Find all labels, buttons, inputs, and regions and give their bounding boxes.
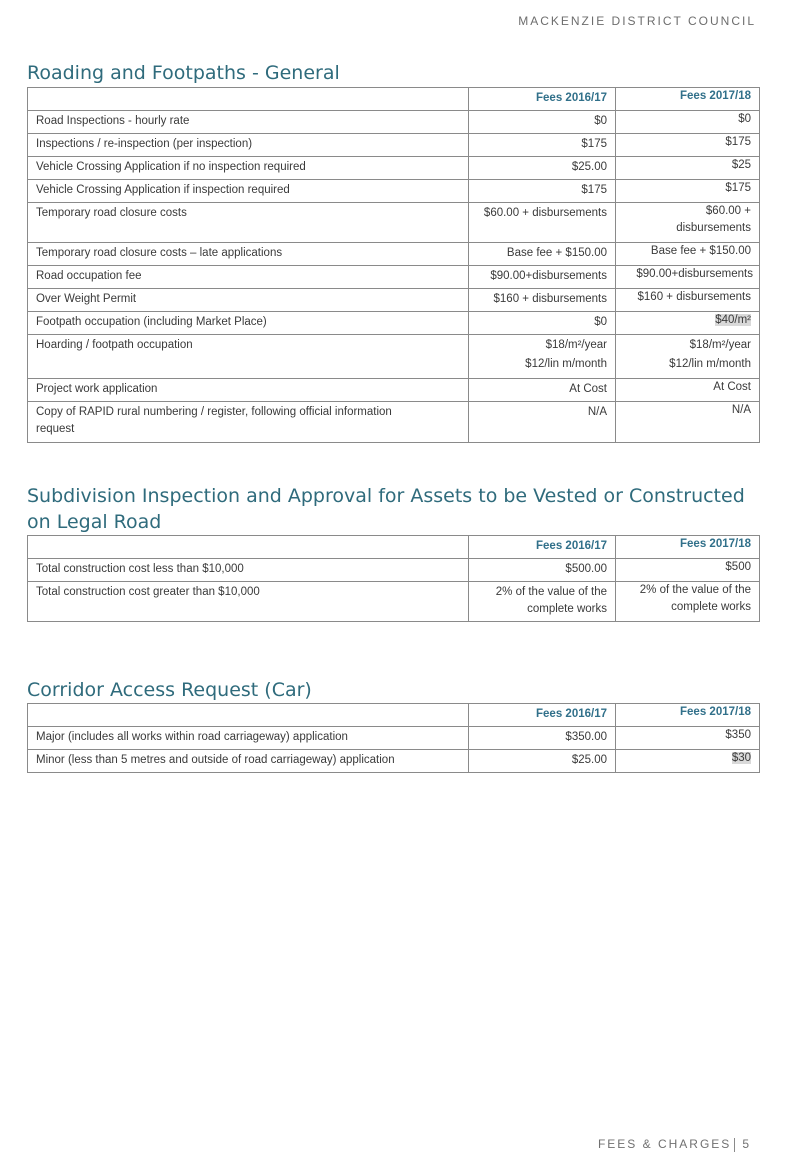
roading-fees-table [27, 87, 760, 443]
fee-line: $18/m²/year [545, 339, 607, 351]
fee-2016-17-cell: $25.00 [469, 157, 616, 180]
fee-2016-17-cell: $90.00+disbursements [469, 266, 616, 289]
column-header-2017-18: Fees 2017/18 [616, 536, 760, 559]
table-row [28, 289, 760, 312]
section-title-roading: Roading and Footpaths - General [27, 62, 340, 84]
fee-line: $12/lin m/month [669, 358, 751, 370]
item-cell: Total construction cost less than $10,000 [28, 559, 469, 582]
column-header-2016-17: Fees 2016/17 [469, 704, 616, 727]
fee-2016-17-cell: $160 + disbursements [469, 289, 616, 312]
table-row [28, 379, 760, 402]
highlighted-fee: $30 [731, 752, 751, 764]
fee-2017-18-cell [616, 312, 760, 335]
fee-2017-18-cell: $60.00 + disbursements [616, 203, 760, 243]
item-cell: Over Weight Permit [28, 289, 469, 312]
table-row [28, 727, 760, 750]
column-header-2017-18: Fees 2017/18 [616, 88, 760, 111]
table-row [28, 335, 760, 379]
item-cell: Temporary road closure costs – late applications [28, 243, 469, 266]
fee-2017-18-cell: $500 [616, 559, 760, 582]
subdivision-fees-table [27, 535, 760, 622]
page-footer [598, 1137, 751, 1152]
table-row [28, 312, 760, 335]
fee-line: $18/m²/year [689, 339, 751, 351]
fee-2016-17-cell: $175 [469, 134, 616, 157]
fee-2016-17-cell: Base fee + $150.00 [469, 243, 616, 266]
table-row [28, 750, 760, 773]
section-title-corridor: Corridor Access Request (Car) [27, 679, 312, 701]
item-cell: Major (includes all works within road carriageway) application [28, 727, 469, 750]
table-row [28, 402, 760, 443]
fee-2017-18-cell: 2% of the value of the complete works [616, 582, 760, 622]
column-header-item [28, 88, 469, 111]
fee-2016-17-cell: At Cost [469, 379, 616, 402]
column-header-2016-17: Fees 2016/17 [469, 536, 616, 559]
table-row [28, 582, 760, 622]
fee-2017-18-cell: $90.00+disbursements [616, 266, 760, 289]
fee-2017-18-cell: $350 [616, 727, 760, 750]
footer-section-label: FEES & CHARGES [597, 1137, 732, 1151]
table-row [28, 134, 760, 157]
fee-2017-18-cell [616, 750, 760, 773]
table-row [28, 157, 760, 180]
corridor-fees-table [27, 703, 760, 773]
table-header-row [28, 88, 760, 111]
fee-2016-17-cell: $60.00 + disbursements [469, 203, 616, 243]
table-row [28, 266, 760, 289]
column-header-item [28, 704, 469, 727]
fee-2017-18-cell: N/A [616, 402, 760, 443]
table-row [28, 111, 760, 134]
item-cell: Inspections / re-inspection (per inspection) [28, 134, 469, 157]
item-cell: Total construction cost greater than $10,000 [28, 582, 469, 622]
item-cell: Vehicle Crossing Application if inspection required [28, 180, 469, 203]
fee-2017-18-cell: $175 [616, 134, 760, 157]
fee-2017-18-cell: $175 [616, 180, 760, 203]
section-title-subdivision: Subdivision Inspection and Approval for Assets to be Vested or Constructed on Legal Road [27, 485, 745, 533]
fee-2017-18-cell [616, 335, 760, 379]
fee-2016-17-cell: $175 [469, 180, 616, 203]
item-cell: Copy of RAPID rural numbering / register, following official information request [28, 402, 469, 443]
table-row [28, 559, 760, 582]
fee-2016-17-cell: $350.00 [469, 727, 616, 750]
item-cell: Project work application [28, 379, 469, 402]
column-header-item [28, 536, 469, 559]
column-header-2017-18: Fees 2017/18 [616, 704, 760, 727]
fee-2017-18-cell: $160 + disbursements [616, 289, 760, 312]
fee-2017-18-cell: Base fee + $150.00 [616, 243, 760, 266]
running-header: MACKENZIE DISTRICT COUNCIL [518, 14, 756, 28]
table-row [28, 243, 760, 266]
fee-2016-17-cell: $500.00 [469, 559, 616, 582]
item-cell: Road occupation fee [28, 266, 469, 289]
table-row [28, 203, 760, 243]
fee-2017-18-cell: $0 [616, 111, 760, 134]
item-cell: Road Inspections - hourly rate [28, 111, 469, 134]
fee-2016-17-cell: $25.00 [469, 750, 616, 773]
table-header-row [28, 704, 760, 727]
item-cell: Minor (less than 5 metres and outside of road carriageway) application [28, 750, 469, 773]
highlighted-fee: $40/m² [715, 314, 751, 326]
column-header-2016-17: Fees 2016/17 [469, 88, 616, 111]
table-header-row [28, 536, 760, 559]
page-number: 5 [742, 1137, 751, 1151]
item-cell: Temporary road closure costs [28, 203, 469, 243]
fee-2017-18-cell: $25 [616, 157, 760, 180]
fee-2016-17-cell: 2% of the value of the complete works [469, 582, 616, 622]
fee-line: $12/lin m/month [525, 358, 607, 370]
footer-divider [734, 1138, 735, 1152]
fee-2016-17-cell: N/A [469, 402, 616, 443]
item-cell: Footpath occupation (including Market Place) [28, 312, 469, 335]
table-row [28, 180, 760, 203]
fee-2016-17-cell: $0 [469, 111, 616, 134]
fee-2017-18-cell: At Cost [616, 379, 760, 402]
fee-2016-17-cell: $0 [469, 312, 616, 335]
fee-2016-17-cell [469, 335, 616, 379]
item-cell: Vehicle Crossing Application if no inspection required [28, 157, 469, 180]
item-cell: Hoarding / footpath occupation [28, 335, 469, 379]
